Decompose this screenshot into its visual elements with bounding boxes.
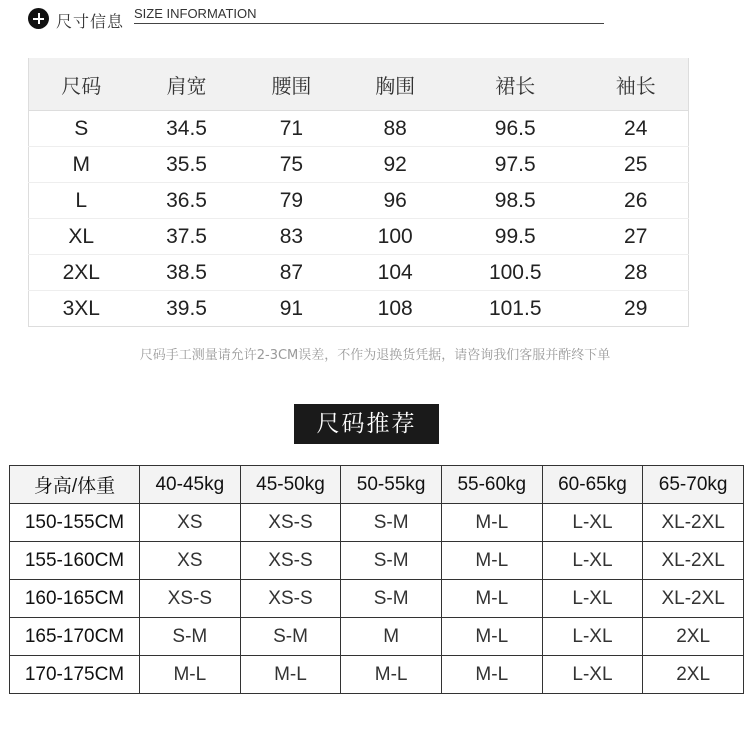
table-cell: 92: [343, 147, 447, 183]
table-cell: 75: [240, 147, 344, 183]
table-cell: 24: [583, 111, 688, 147]
table-cell: XL: [29, 219, 134, 255]
table-cell: 83: [240, 219, 344, 255]
table-row: [29, 219, 689, 255]
recommend-title: 尺码推荐: [294, 404, 439, 444]
table-cell: XL-2XL: [643, 580, 744, 618]
table-cell: M-L: [240, 656, 341, 694]
table-row: [29, 255, 689, 291]
table-cell: 96.5: [447, 111, 583, 147]
size-recommend-table: [9, 465, 744, 694]
table-cell: XS-S: [240, 504, 341, 542]
table-cell: XS: [140, 504, 241, 542]
recommend-header-cell: 50-55kg: [341, 466, 442, 504]
table-cell: XL-2XL: [643, 542, 744, 580]
table-cell: 91: [279, 296, 304, 320]
table-cell: L-XL: [542, 656, 643, 694]
table-cell: 97.5: [447, 147, 583, 183]
height-label: 160-165CM: [10, 580, 140, 618]
table-cell: S-M: [140, 618, 241, 656]
table-cell: 98.5: [447, 183, 583, 219]
table-row: [29, 183, 689, 219]
table-cell: 37.5: [134, 219, 240, 255]
table-cell: 2XL: [643, 656, 744, 694]
table-cell: S-M: [341, 504, 442, 542]
table-cell: M-L: [441, 542, 542, 580]
size-table-header-cell: 胸围: [343, 58, 447, 111]
header-divider: [134, 23, 604, 24]
recommend-header-cell: 40-45kg: [140, 466, 241, 504]
table-cell: 88: [343, 111, 447, 147]
table-cell: M: [341, 618, 442, 656]
table-cell: M-L: [441, 504, 542, 542]
table-cell: 29: [624, 296, 648, 320]
table-row: [10, 618, 744, 656]
table-cell: 96: [343, 183, 447, 219]
size-table-header-cell: 裙长: [447, 58, 583, 111]
section-title: 尺寸信息: [56, 12, 125, 31]
table-cell: S-M: [341, 580, 442, 618]
height-label: 155-160CM: [10, 542, 140, 580]
table-cell: 28: [583, 255, 688, 291]
recommend-header-cell: 身高/体重: [10, 466, 140, 504]
size-table-header-cell: 肩宽: [134, 58, 240, 111]
table-cell: M: [29, 147, 134, 183]
table-cell: L: [29, 183, 134, 219]
table-cell: XL-2XL: [643, 504, 744, 542]
table-cell: M-L: [441, 580, 542, 618]
table-cell: L-XL: [542, 542, 643, 580]
table-cell: 39.5: [166, 296, 207, 320]
size-info-table: [28, 58, 689, 327]
table-cell: 108: [377, 296, 413, 320]
table-cell: S-M: [341, 542, 442, 580]
table-row: [29, 291, 689, 327]
table-cell: S-M: [240, 618, 341, 656]
table-cell: 26: [583, 183, 688, 219]
recommend-header-row: [10, 466, 744, 504]
table-cell: L-XL: [542, 618, 643, 656]
table-cell: L-XL: [542, 580, 643, 618]
table-cell: 99.5: [447, 219, 583, 255]
table-cell: 104: [343, 255, 447, 291]
section-subtitle: SIZE INFORMATION: [134, 6, 257, 21]
size-table-header-cell: 腰围: [240, 58, 344, 111]
table-cell: M-L: [140, 656, 241, 694]
table-row: [29, 111, 689, 147]
recommend-header-cell: 55-60kg: [441, 466, 542, 504]
table-cell: 2XL: [29, 255, 134, 291]
size-table-header-cell: 袖长: [583, 58, 688, 111]
table-cell: 79: [240, 183, 344, 219]
section-header: [28, 6, 608, 32]
recommend-header-cell: 60-65kg: [542, 466, 643, 504]
table-row: [10, 504, 744, 542]
table-cell: M-L: [441, 656, 542, 694]
table-cell: S: [29, 111, 134, 147]
size-table-header-row: [29, 58, 689, 111]
table-cell: 27: [583, 219, 688, 255]
table-cell: L-XL: [542, 504, 643, 542]
table-cell: 2XL: [643, 618, 744, 656]
table-cell: XS-S: [240, 542, 341, 580]
table-cell: 100.5: [447, 255, 583, 291]
table-row: [10, 656, 744, 694]
plus-circle-icon: [28, 8, 49, 29]
table-cell: XS-S: [240, 580, 341, 618]
table-cell: 36.5: [134, 183, 240, 219]
table-row: [10, 580, 744, 618]
height-label: 170-175CM: [10, 656, 140, 694]
table-cell: 34.5: [134, 111, 240, 147]
table-cell: 3XL: [62, 296, 100, 320]
table-cell: 101.5: [488, 296, 542, 320]
table-cell: 25: [583, 147, 688, 183]
table-cell: 71: [240, 111, 344, 147]
recommend-header-cell: 45-50kg: [240, 466, 341, 504]
table-cell: M-L: [441, 618, 542, 656]
recommend-header-cell: 65-70kg: [643, 466, 744, 504]
height-label: 150-155CM: [10, 504, 140, 542]
table-cell: 38.5: [134, 255, 240, 291]
table-row: [29, 147, 689, 183]
measurement-note: 尺码手工测量请允许2-3CM误差，不作为退换货凭据，请咨询我们客服并酢终下单: [139, 348, 611, 363]
table-cell: XS: [140, 542, 241, 580]
table-cell: XS-S: [140, 580, 241, 618]
table-cell: 35.5: [134, 147, 240, 183]
table-cell: 87: [240, 255, 344, 291]
size-table-header-cell: 尺码: [29, 58, 134, 111]
table-cell: M-L: [341, 656, 442, 694]
table-row: [10, 542, 744, 580]
table-cell: 100: [343, 219, 447, 255]
height-label: 165-170CM: [10, 618, 140, 656]
